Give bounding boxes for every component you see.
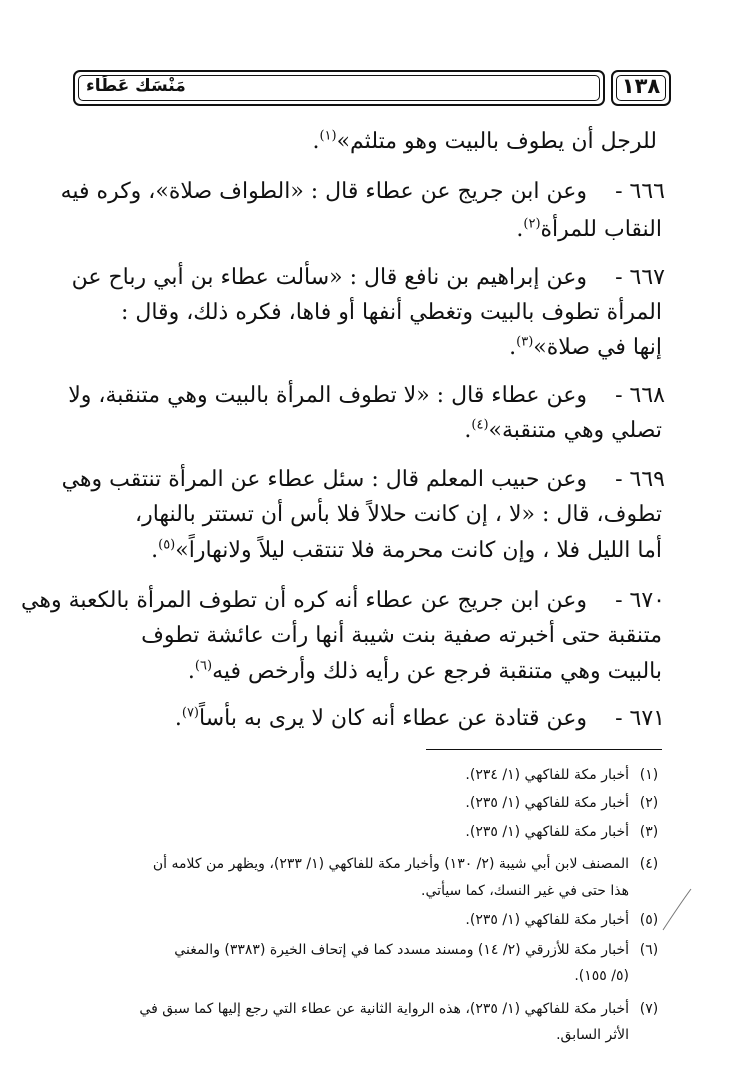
footnote-ref: (٦) — [194, 658, 213, 674]
entry-line — [151, 535, 662, 567]
footnote-ref: (٤) — [471, 417, 489, 433]
entry-line: وعن ابن جريج عن عطاء قال : «الطواف صلاة»، وكره فيه — [60, 179, 587, 204]
intro-line — [312, 126, 657, 158]
entry-line: وعن إبراهيم بن نافع قال : «سألت عطاء بن أبي رباح عن — [71, 265, 587, 290]
margin-stroke-mark — [660, 886, 694, 936]
entry-line: وعن عطاء قال : «لا تطوف المرأة بالبيت وهي متنقبة، ولا — [68, 383, 587, 408]
entry-text: إنها في صلاة» — [533, 335, 662, 360]
footnote-number: (٥) — [639, 912, 659, 928]
full-stop: . — [187, 659, 195, 684]
entry-text: بالبيت وهي متنقبة فرجع عن رأيه ذلك وأرخص فيه — [212, 659, 662, 684]
entry-line: المرأة تطوف بالبيت وتغطي أنفها أو فاها، فكره ذلك، وقال : — [120, 300, 662, 325]
footnote-text: أخبار مكة للفاكهي (١/ ٢٣٥). — [465, 912, 629, 928]
entry-line — [516, 214, 662, 246]
footnote-number: (١) — [639, 767, 659, 783]
entry-line: تطوف، قال : «لا ، إن كانت حلالاً فلا بأس أن تستتر بالنهار، — [134, 502, 662, 527]
footnote-ref: (٢) — [523, 216, 541, 232]
footnote-ref: (٣) — [516, 334, 534, 350]
entry-line: وعن حبيب المعلم قال : سئل عطاء عن المرأة تنتقب وهي — [61, 467, 587, 492]
footnote-ref: (١) — [319, 128, 337, 144]
page-number: ١٣٨ — [621, 74, 661, 98]
footnote-number: (٧) — [639, 1001, 659, 1017]
entry-text: النقاب للمرأة — [540, 217, 662, 242]
entry-text: تصلي وهي متنقبة» — [488, 418, 662, 443]
entry-number: ٦٦٨ - — [615, 383, 665, 408]
entry-line — [464, 415, 662, 447]
footnote-text: أخبار مكة للفاكهي (١/ ٢٣٥). — [465, 824, 629, 840]
entry-number: ٦٦٦ - — [615, 179, 665, 204]
full-stop: . — [464, 418, 472, 443]
entry-line — [509, 332, 662, 364]
entry-number: ٦٧١ - — [615, 706, 665, 731]
entry-line — [188, 656, 662, 688]
entry-text: وعن قتادة عن عطاء أنه كان لا يرى به بأساً — [199, 706, 587, 731]
footnote-ref: (٧) — [181, 705, 199, 721]
entry-text: أما الليل فلا ، وإن كانت محرمة فلا تنتقب ليلاً ولانهاراً» — [175, 538, 662, 563]
footnote-number: (٤) — [639, 856, 659, 872]
footnote-number: (٦) — [639, 942, 659, 958]
footnote-text: المصنف لابن أبي شيبة (٢/ ١٣٠) وأخبار مكة للفاكهي (١/ ٢٣٣)، ويظهر من كلامه أن — [152, 856, 629, 872]
full-stop: . — [174, 706, 182, 731]
footnote-text: أخبار مكة للفاكهي (١/ ٢٣٥). — [465, 795, 629, 811]
footnote-text: الأثر السابق. — [556, 1027, 629, 1043]
entry-number: ٦٧٠ - — [615, 588, 665, 613]
footnote-text: أخبار مكة للفاكهي (١/ ٢٣٤). — [465, 767, 629, 783]
full-stop: . — [516, 217, 524, 242]
full-stop: . — [509, 335, 517, 360]
footnote-text: أخبار مكة للفاكهي (١/ ٢٣٥)، هذه الرواية الثانية عن عطاء التي رجع إليها كما سبق في — [139, 1001, 629, 1017]
full-stop: . — [312, 129, 320, 154]
footnote-ref: (٥) — [158, 537, 176, 553]
footnote-text: (٥/ ١٥٥). — [574, 968, 629, 984]
entry-line: متنقبة حتى أخبرته صفية بنت شيبة أنها رأت عائشة تطوف — [141, 623, 662, 648]
footnote-number: (٣) — [639, 824, 659, 840]
footnote-separator — [426, 749, 662, 750]
running-header-title: مَنْسَك عَطَاء — [86, 76, 186, 96]
intro-text: للرجل أن يطوف بالبيت وهو متلثم» — [336, 129, 657, 154]
full-stop: . — [151, 538, 159, 563]
footnote-text: هذا حتى في غير النسك، كما سيأتي. — [421, 883, 629, 899]
footnote-text: أخبار مكة للأزرقي (٢/ ١٤) ومسند مسدد كما في إتحاف الخيرة (٣٣٨٣) والمغني — [174, 942, 629, 958]
entry-number: ٦٦٧ - — [615, 265, 665, 290]
entry-number: ٦٦٩ - — [615, 467, 665, 492]
footnote-number: (٢) — [639, 795, 659, 811]
entry-line: وعن ابن جريج عن عطاء أنه كره أن تطوف المرأة بالكعبة وهي — [21, 588, 587, 613]
entry-line — [175, 703, 587, 735]
